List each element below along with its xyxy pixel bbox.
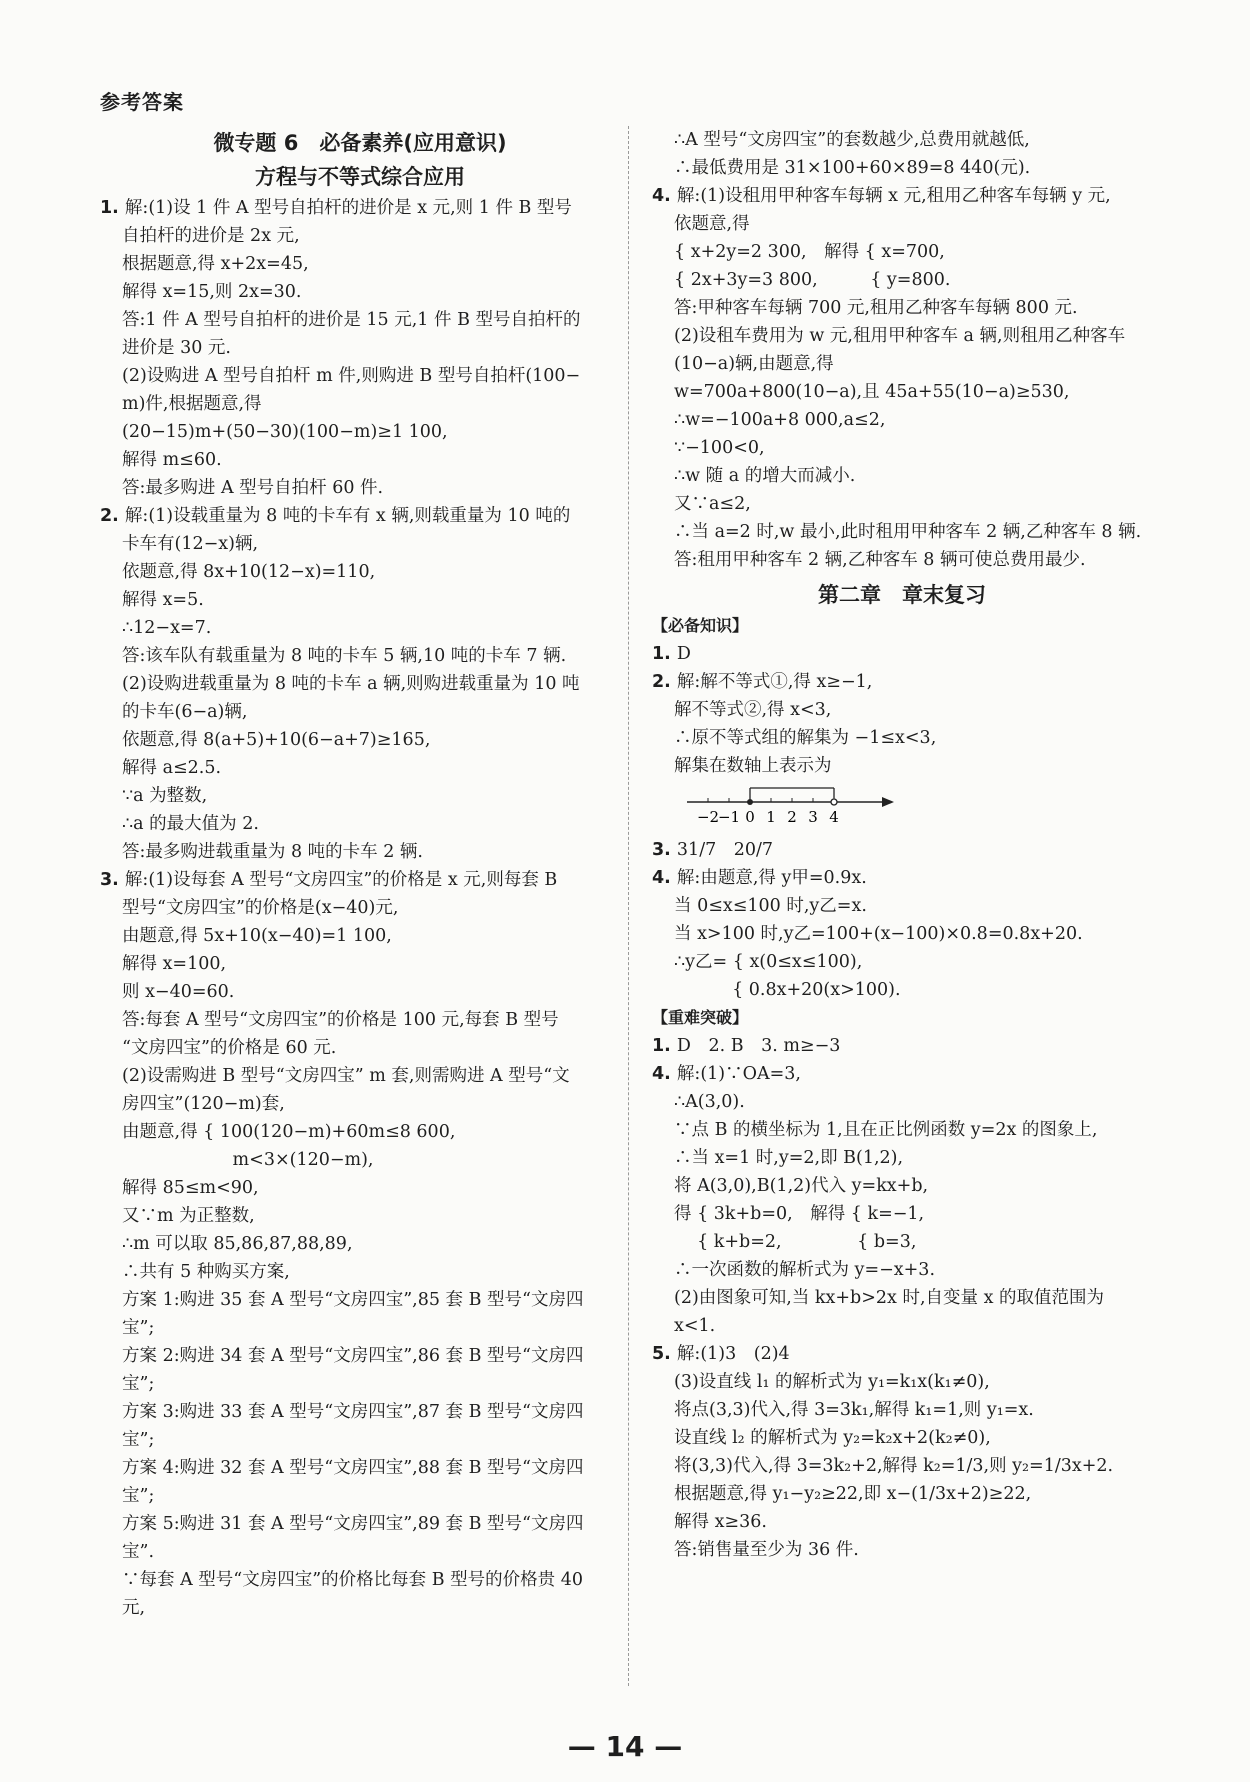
line-text: ∴共有 5 种购买方案,	[122, 1262, 290, 1282]
problem-number: 2.	[100, 506, 125, 526]
line-text: { x+2y=2 300, 解得 { x=700,	[674, 242, 945, 262]
tick-label: −2	[696, 808, 720, 826]
text-line	[652, 1536, 1152, 1564]
line-text: 答:1 件 A 型号自拍杆的进价是 15 元,1 件 B 型号自拍杆的	[122, 310, 581, 330]
text-line	[652, 1200, 1152, 1228]
line-text: m)件,根据题意,得	[122, 394, 262, 414]
line-text: 宝”;	[122, 1318, 155, 1338]
text-line	[652, 406, 1152, 434]
line-text: 自拍杆的进价是 2x 元,	[122, 226, 300, 246]
text-line	[652, 724, 1152, 752]
text-line	[652, 210, 1152, 238]
line-text: 解得 a≤2.5.	[122, 758, 222, 778]
line-text: 解:由题意,得 y甲=0.9x.	[676, 868, 867, 888]
tick-label: 4	[829, 808, 839, 826]
text-line	[652, 668, 1152, 696]
line-text: 解:(1)设 1 件 A 型号自拍杆的进价是 x 元,则 1 件 B 型号	[124, 198, 572, 218]
line-text: 依题意,得 8x+10(12−x)=110,	[122, 562, 376, 582]
text-line	[652, 640, 1152, 668]
text-line	[652, 1088, 1152, 1116]
line-text: 答:租用甲种客车 2 辆,乙种客车 8 辆可使总费用最少.	[674, 550, 1086, 570]
text-line	[652, 126, 1152, 154]
line-text: ∴w=−100a+8 000,a≤2,	[674, 410, 886, 430]
text-line	[652, 836, 1152, 864]
right-lines-d	[652, 1032, 1152, 1564]
text-line	[652, 1256, 1152, 1284]
problem-number: 1.	[652, 644, 677, 664]
line-text: 进价是 30 元.	[122, 338, 231, 358]
text-line	[100, 362, 620, 390]
text-line	[100, 1426, 620, 1454]
text-line	[652, 1396, 1152, 1424]
line-text: 方案 4:购进 32 套 A 型号“文房四宝”,88 套 B 型号“文房四	[122, 1458, 584, 1478]
line-text: 解得 x=15,则 2x=30.	[122, 282, 302, 302]
text-line	[100, 558, 620, 586]
text-line	[652, 892, 1152, 920]
text-line	[652, 1424, 1152, 1452]
line-text: ∴A 型号“文房四宝”的套数越少,总费用就越低,	[674, 130, 1030, 150]
page-number: — 14 —	[567, 1730, 683, 1763]
line-text: ∴一次函数的解析式为 y=−x+3.	[674, 1260, 936, 1280]
line-text: ∴y乙= { x(0≤x≤100),	[674, 952, 863, 972]
text-line	[100, 950, 620, 978]
text-line	[652, 182, 1152, 210]
line-text: 解得 x≥36.	[674, 1512, 767, 1532]
line-text: ∵−100<0,	[674, 438, 765, 458]
text-line	[100, 586, 620, 614]
text-line	[100, 390, 620, 418]
line-text: 根据题意,得 x+2x=45,	[122, 254, 309, 274]
left-lines	[100, 194, 620, 1622]
number-line-svg	[682, 780, 902, 836]
line-text: 宝”.	[122, 1542, 155, 1562]
line-text: 宝”;	[122, 1486, 155, 1506]
text-line	[100, 698, 620, 726]
line-text: 方案 1:购进 35 套 A 型号“文房四宝”,85 套 B 型号“文房四	[122, 1290, 584, 1310]
text-line	[100, 838, 620, 866]
line-text: ∴原不等式组的解集为 −1≤x<3,	[674, 728, 937, 748]
line-text: m<3×(120−m),	[122, 1150, 374, 1170]
line-text: 又∵m 为正整数,	[122, 1206, 255, 1226]
right-column	[652, 126, 1152, 1564]
line-text: x<1.	[674, 1316, 716, 1336]
text-line	[100, 726, 620, 754]
text-line	[100, 810, 620, 838]
text-line	[100, 474, 620, 502]
closed-point	[747, 799, 753, 805]
text-line	[100, 1230, 620, 1258]
line-text: (2)设租车费用为 w 元,租用甲种客车 a 辆,则租用乙种客车	[674, 326, 1126, 346]
text-line	[652, 490, 1152, 518]
line-text: 答:销售量至少为 36 件.	[674, 1540, 859, 1560]
text-line	[100, 782, 620, 810]
line-text: (10−a)辆,由题意,得	[674, 354, 834, 374]
text-line	[652, 1228, 1152, 1256]
problem-number: 5.	[652, 1344, 677, 1364]
line-text: 解:(1)3 (2)4	[676, 1344, 790, 1364]
text-line	[100, 1062, 620, 1090]
text-line	[652, 238, 1152, 266]
line-text: 答:每套 A 型号“文房四宝”的价格是 100 元,每套 B 型号	[122, 1010, 559, 1030]
text-line	[652, 1368, 1152, 1396]
line-text: 又∵a≤2,	[674, 494, 751, 514]
line-text: (2)设购进 A 型号自拍杆 m 件,则购进 B 型号自拍杆(100−	[122, 366, 581, 386]
text-line	[652, 462, 1152, 490]
line-text: 解集在数轴上表示为	[674, 756, 832, 776]
line-text: 将(3,3)代入,得 3=3k₂+2,解得 k₂=1/3,则 y₂=1/3x+2.	[674, 1456, 1114, 1476]
problem-number: 4.	[652, 1064, 677, 1084]
right-lines-b	[652, 640, 1152, 780]
line-text: D	[676, 644, 691, 664]
text-line	[652, 378, 1152, 406]
text-line	[652, 1060, 1152, 1088]
text-line	[100, 1594, 620, 1622]
line-text: 解得 m≤60.	[122, 450, 222, 470]
text-line	[100, 1006, 620, 1034]
text-line	[652, 322, 1152, 350]
text-line	[100, 1454, 620, 1482]
text-line	[652, 752, 1152, 780]
line-text: ∴当 x=1 时,y=2,即 B(1,2),	[674, 1148, 904, 1168]
line-text: 答:该车队有载重量为 8 吨的卡车 5 辆,10 吨的卡车 7 辆.	[122, 646, 567, 666]
line-text: 方案 3:购进 33 套 A 型号“文房四宝”,87 套 B 型号“文房四	[122, 1402, 584, 1422]
line-text: (20−15)m+(50−30)(100−m)≥1 100,	[122, 422, 448, 442]
line-text: 卡车有(12−x)辆,	[122, 534, 259, 554]
line-text: “文房四宝”的价格是 60 元.	[122, 1038, 337, 1058]
line-text: 解:(1)设租用甲种客车每辆 x 元,租用乙种客车每辆 y 元,	[676, 186, 1111, 206]
text-line	[652, 266, 1152, 294]
text-line	[652, 1340, 1152, 1368]
text-line	[100, 1566, 620, 1594]
text-line	[652, 1144, 1152, 1172]
text-line	[100, 530, 620, 558]
text-line	[652, 1116, 1152, 1144]
text-line	[100, 1342, 620, 1370]
right-lines-c	[652, 836, 1152, 1004]
line-text: 由题意,得 { 100(120−m)+60m≤8 600,	[122, 1122, 456, 1142]
text-line	[652, 1508, 1152, 1536]
line-text: { 2x+3y=3 800, { y=800.	[674, 270, 951, 290]
chapter-title: 第二章 章末复习	[818, 583, 986, 607]
number-line-figure	[682, 780, 1152, 836]
line-text: 的卡车(6−a)辆,	[122, 702, 248, 722]
text-line	[652, 976, 1152, 1004]
line-text: 元,	[122, 1598, 146, 1618]
text-line	[100, 1482, 620, 1510]
text-line	[652, 434, 1152, 462]
text-line	[100, 670, 620, 698]
line-text: ∴最低费用是 31×100+60×89=8 440(元).	[674, 158, 1031, 178]
line-text: 解得 x=5.	[122, 590, 204, 610]
text-line	[652, 1032, 1152, 1060]
problem-number: 1.	[100, 198, 125, 218]
text-line	[100, 922, 620, 950]
text-line	[652, 1480, 1152, 1508]
text-line	[100, 1202, 620, 1230]
line-text: 设直线 l₂ 的解析式为 y₂=k₂x+2(k₂≠0),	[674, 1428, 991, 1448]
line-text: 答:甲种客车每辆 700 元,租用乙种客车每辆 800 元.	[674, 298, 1078, 318]
text-line	[100, 278, 620, 306]
line-text: ∴12−x=7.	[122, 618, 212, 638]
text-line	[100, 614, 620, 642]
line-text: ∴m 可以取 85,86,87,88,89,	[122, 1234, 353, 1254]
tick-label: 2	[787, 808, 797, 826]
line-text: 31/7 20/7	[676, 840, 774, 860]
text-line	[100, 194, 620, 222]
text-line	[652, 1312, 1152, 1340]
text-line	[100, 334, 620, 362]
text-line	[100, 1174, 620, 1202]
line-text: 解:(1)∵OA=3,	[676, 1064, 801, 1084]
text-line	[100, 1146, 620, 1174]
text-line	[100, 978, 620, 1006]
open-point	[831, 799, 837, 805]
right-lines-a	[652, 126, 1152, 574]
line-text: (3)设直线 l₁ 的解析式为 y₁=k₁x(k₁≠0),	[674, 1372, 990, 1392]
line-text: 型号“文房四宝”的价格是(x−40)元,	[122, 898, 399, 918]
page-header: 参考答案	[100, 90, 184, 114]
text-line	[100, 1398, 620, 1426]
text-line	[652, 948, 1152, 976]
text-line	[100, 306, 620, 334]
line-text: 方案 2:购进 34 套 A 型号“文房四宝”,86 套 B 型号“文房四	[122, 1346, 584, 1366]
line-text: w=700a+800(10−a),且 45a+55(10−a)≥530,	[674, 382, 1070, 402]
line-text: 解:(1)设载重量为 8 吨的卡车有 x 辆,则载重量为 10 吨的	[124, 506, 571, 526]
line-text: 解:解不等式①,得 x≥−1,	[676, 672, 873, 692]
text-line	[652, 696, 1152, 724]
line-text: ∴当 a=2 时,w 最小,此时租用甲种客车 2 辆,乙种客车 8 辆.	[674, 522, 1142, 542]
problem-number: 4.	[652, 868, 677, 888]
text-line	[652, 920, 1152, 948]
text-line	[100, 222, 620, 250]
text-line	[652, 518, 1152, 546]
line-text: 根据题意,得 y₁−y₂≥22,即 x−(1/3x+2)≥22,	[674, 1484, 1032, 1504]
line-text: { 0.8x+20(x>100).	[674, 980, 901, 1000]
line-text: ∵每套 A 型号“文房四宝”的价格比每套 B 型号的价格贵 40	[122, 1570, 583, 1590]
text-line	[100, 418, 620, 446]
tick-label: 1	[766, 808, 776, 826]
line-text: 当 0≤x≤100 时,y乙=x.	[674, 896, 867, 916]
text-line	[652, 864, 1152, 892]
text-line	[100, 1370, 620, 1398]
section-subtitle: 方程与不等式综合应用	[255, 165, 465, 189]
text-line	[100, 894, 620, 922]
line-text: 答:最多购进 A 型号自拍杆 60 件.	[122, 478, 384, 498]
text-line	[652, 1284, 1152, 1312]
text-line	[100, 866, 620, 894]
line-text: ∴a 的最大值为 2.	[122, 814, 259, 834]
text-line	[100, 1090, 620, 1118]
line-text: 将点(3,3)代入,得 3=3k₁,解得 k₁=1,则 y₁=x.	[674, 1400, 1034, 1420]
problem-number: 4.	[652, 186, 677, 206]
line-text: ∵点 B 的横坐标为 1,且在正比例函数 y=2x 的图象上,	[674, 1120, 1098, 1140]
line-text: (2)设购进载重量为 8 吨的卡车 a 辆,则购进载重量为 10 吨	[122, 674, 580, 694]
line-text: 解:(1)设每套 A 型号“文房四宝”的价格是 x 元,则每套 B	[124, 870, 558, 890]
text-line	[100, 1118, 620, 1146]
text-line	[652, 546, 1152, 574]
problem-number: 1.	[652, 1036, 677, 1056]
line-text: 解得 85≤m<90,	[122, 1178, 259, 1198]
tick-label: −1	[717, 808, 741, 826]
line-text: { k+b=2, { b=3,	[674, 1232, 917, 1252]
left-column	[100, 126, 620, 1622]
line-text: 依题意,得 8(a+5)+10(6−a+7)≥165,	[122, 730, 431, 750]
line-text: 房四宝”(120−m)套,	[122, 1094, 285, 1114]
line-text: 由题意,得 5x+10(x−40)=1 100,	[122, 926, 392, 946]
tick-label: 0	[745, 808, 755, 826]
text-line	[100, 1258, 620, 1286]
text-line	[100, 1286, 620, 1314]
text-line	[100, 1538, 620, 1566]
text-line	[100, 1510, 620, 1538]
section-bixu: 【必备知识】	[652, 616, 749, 635]
line-text: ∴A(3,0).	[674, 1092, 745, 1112]
section-title: 微专题 6 必备素养(应用意识)	[213, 131, 507, 155]
line-text: 宝”;	[122, 1430, 155, 1450]
text-line	[652, 350, 1152, 378]
text-line	[100, 446, 620, 474]
line-text: 方案 5:购进 31 套 A 型号“文房四宝”,89 套 B 型号“文房四	[122, 1514, 584, 1534]
line-text: (2)设需购进 B 型号“文房四宝” m 套,则需购进 A 型号“文	[122, 1066, 570, 1086]
text-line	[652, 154, 1152, 182]
number-line-arrow	[882, 797, 894, 807]
text-line	[652, 1452, 1152, 1480]
text-line	[100, 754, 620, 782]
problem-number: 2.	[652, 672, 677, 692]
section-zhongnan: 【重难突破】	[652, 1008, 749, 1027]
line-text: 宝”;	[122, 1374, 155, 1394]
problem-number: 3.	[100, 870, 125, 890]
line-text: 解得 x=100,	[122, 954, 227, 974]
text-line	[652, 294, 1152, 322]
line-text: 则 x−40=60.	[122, 982, 235, 1002]
line-text: (2)由图象可知,当 kx+b>2x 时,自变量 x 的取值范围为	[674, 1288, 1105, 1308]
text-line	[100, 1314, 620, 1342]
line-text: 依题意,得	[674, 214, 750, 234]
text-line	[100, 642, 620, 670]
text-line	[100, 502, 620, 530]
text-line	[652, 1172, 1152, 1200]
problem-number: 3.	[652, 840, 677, 860]
text-line	[100, 1034, 620, 1062]
column-divider	[628, 126, 629, 1686]
line-text: ∴w 随 a 的增大而减小.	[674, 466, 856, 486]
line-text: ∵a 为整数,	[122, 786, 208, 806]
line-text: 得 { 3k+b=0, 解得 { k=−1,	[674, 1204, 925, 1224]
text-line	[100, 250, 620, 278]
line-text: 解不等式②,得 x<3,	[674, 700, 832, 720]
line-text: D 2. B 3. m≥−3	[676, 1036, 841, 1056]
tick-label: 3	[808, 808, 818, 826]
line-text: 当 x>100 时,y乙=100+(x−100)×0.8=0.8x+20.	[674, 924, 1083, 944]
line-text: 答:最多购进载重量为 8 吨的卡车 2 辆.	[122, 842, 423, 862]
line-text: 将 A(3,0),B(1,2)代入 y=kx+b,	[674, 1176, 929, 1196]
